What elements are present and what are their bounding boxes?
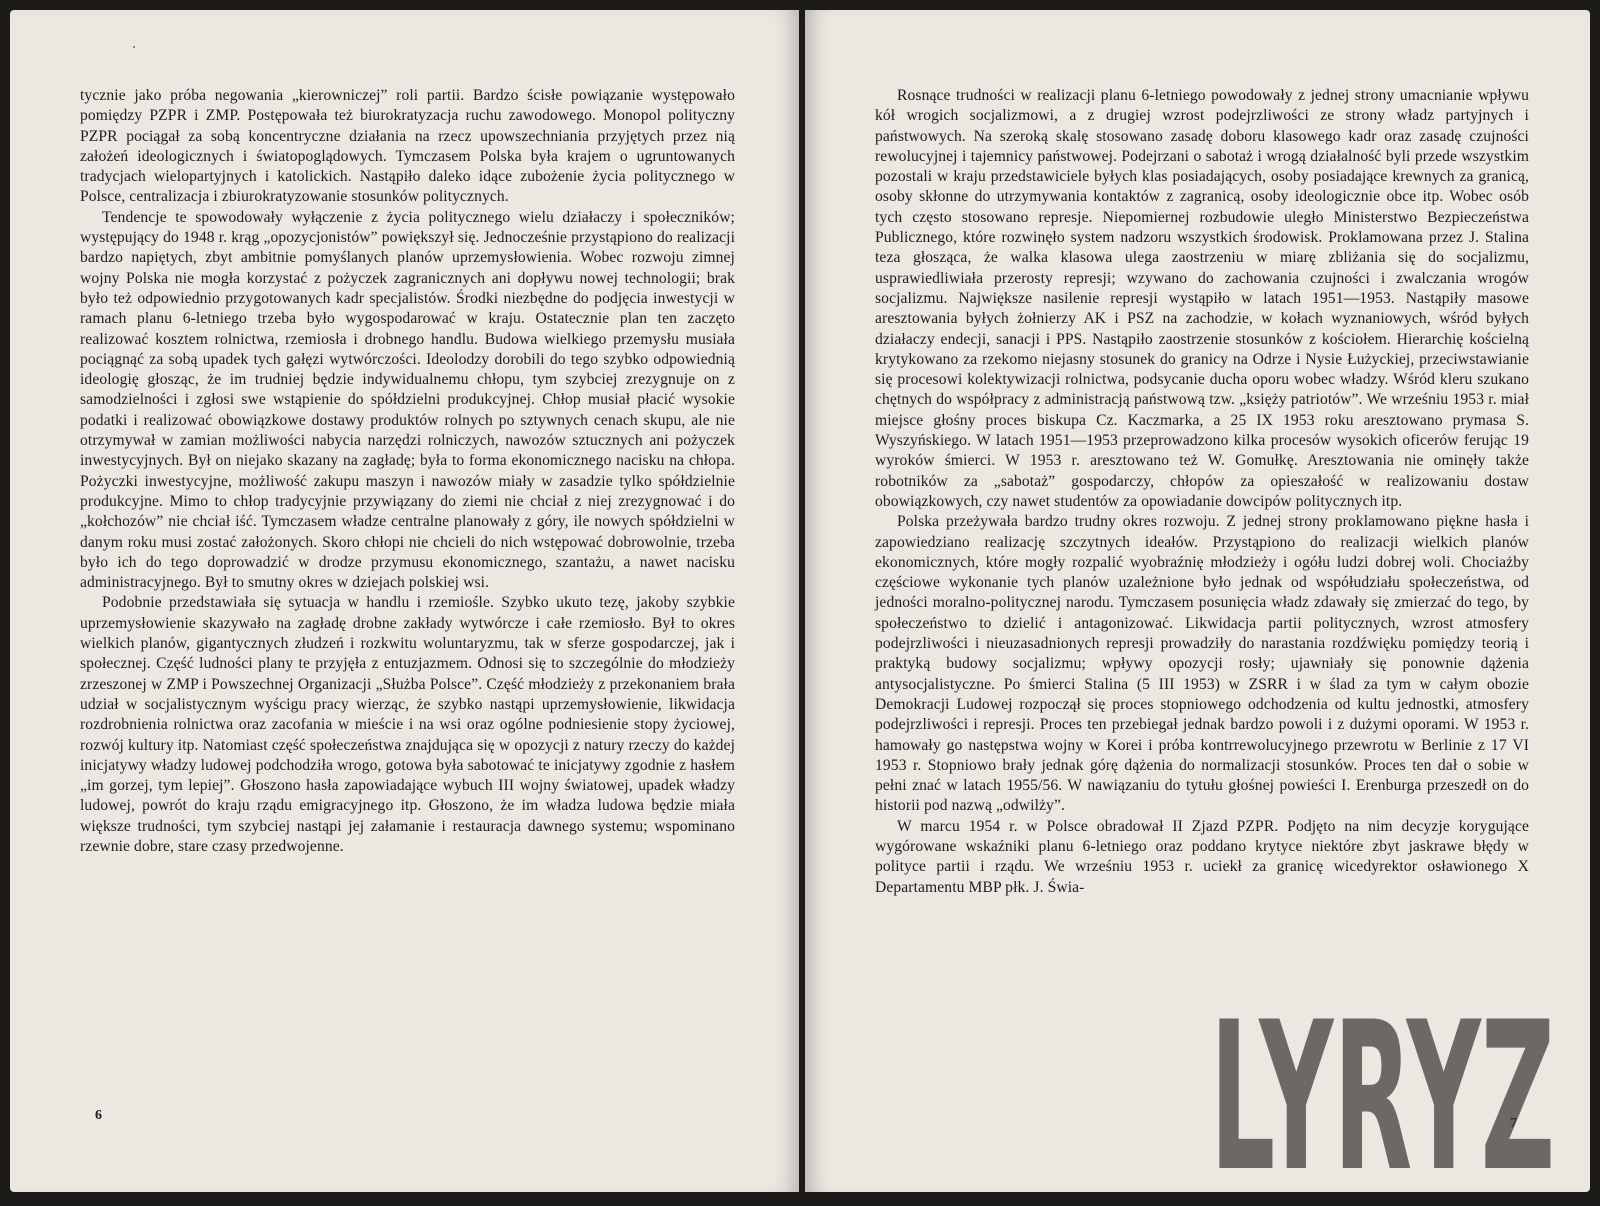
right-paragraph-1: Rosnące trudności w realizacji planu 6-letniego powodowały z jednej strony umacnianie wpływu kół wrogich socjalizmowi, a z drugiej wzrost podejrzliwości ze strony władz partyjnych i państwowych. Na szeroką skalę stosowano zasadę doboru klasowego kadr oraz zasadę czujności rewolucyjnej i tajemnicy państwowej. Podejrzani o sabotaż i wrogą działalność byli przede wszystkim pozostali w kraju przedstawiciele byłych klas posiadających, osoby posiadające krewnych za granicą, osoby skłonne do utrzymywania kontaktów z zagranicą, osoby ideologicznie obce itp. Wobec osób tych często stosowano represje. Niepomiernej rozbudowie uległo Ministerstwo Bezpieczeństwa Publicznego, które rozwinęło system nadzoru wszystkich środowisk. Proklamowana przez J. Stalina teza głosząca, że walka klasowa ulega zaostrzeniu w miarę zbliżania się do socjalizmu, usprawiedliwiała przerosty represji; wzywano do zachowania czujności i zwalczania wrogów socjalizmu. Największe nasilenie represji wystąpiło w latach 1951—1953. Nastąpiły masowe aresztowania byłych żołnierzy AK i PSZ na zachodzie, w kołach wyznaniowych, wśród byłych działaczy endecji, sanacji i PPS. Nastąpiło zaostrzenie stosunków z kościołem. Hierarchię kościelną krytykowano za rzekomo niejasny stosunek do granicy na Odrze i Nysie Łużyckiej, przeciwstawianie się procesowi kolektywizacji rolnictwa, podsycanie ducha oporu wobec władzy. Wśród kleru szukano chętnych do współpracy z administracją państwową tzw. „księży patriotów”. We wrześniu 1953 r. miał miejsce głośny proces biskupa Cz. Kaczmarka, a 25 IX 1953 roku aresztowano prymasa S. Wyszyńskiego. W latach 1951—1953 przeprowadzono kilka procesów wysokich oficerów ferując 19 wyroków śmierci. W 1953 r. aresztowano też W. Gomułkę. Aresztowania nie ominęły także robotników za „sabotaż” gospodarczy, chłopów za opieszałość w realizowaniu dostaw obowiązkowych, czy nawet studentów za opowiadanie dowcipów politycznych itp.	[875, 87, 1529, 510]
right-page	[805, 10, 1590, 1192]
left-page	[10, 10, 799, 1192]
paper-speck	[133, 46, 135, 48]
right-paragraph-2: Polska przeżywała bardzo trudny okres rozwoju. Z jednej strony proklamowano piękne hasła i zapowiedziano realizację szczytnych ideałów. Przystąpiono do realizacji wielkich planów ekonomicznych, które mogły rozpalić wyobraźnię młodzieży i ogółu ludzi dobrej woli. Chociażby częściowe wykonanie tych planów uzależnione było jednak od współudziału społeczeństwa, od jedności moralno-politycznej narodu. Tymczasem posunięcia władz zdawały się zmierzać do tego, by społeczeństwo to dzielić i antagonizować. Likwidacja partii politycznych, wzrost atmosfery podejrzliwości i nieuzasadnionych represji prowadziły do narastania rozdźwięku pomiędzy teorią i praktyką budowy socjalizmu; wpływy opozycji rosły; ujawniały się ponownie dążenia antysocjalistyczne. Po śmierci Stalina (5 III 1953) w ZSRR i w ślad za tym w całym obozie Demokracji Ludowej rozpoczął się proces stopniowego odchodzenia od kultu jednostki, atmosfery podejrzliwości i represji. Proces ten przebiegał jednak bardzo powoli i z dużymi oporami. W 1953 r. hamowały go następstwa wojny w Korei i próba kontrrewolucyjnego przewrotu w Berlinie z 17 VI 1953 r. Stopniowo brały jednak górę dążenia do normalizacji stosunków. Proces ten dał o sobie w pełni znać w latach 1955/56. W nawiązaniu do tytułu głośnej powieści I. Erenburga przeszedł on do historii pod nazwą „odwilży”.	[875, 513, 1529, 815]
right-paragraph-3: W marcu 1954 r. w Polsce obradował II Zjazd PZPR. Podjęto na nim decyzje korygujące wygórowane wskaźniki planu 6-letniego oraz poddano krytyce niektóre zbyt jaskrawe błędy w polityce partii i rządu. We wrześniu 1953 r. uciekł za granicę wicedyrektor osławionego X Departamentu MBP płk. J. Świa-	[875, 817, 1529, 896]
watermark-text: LYRYZ	[1210, 990, 1555, 1180]
left-page-text	[80, 86, 735, 857]
left-page-number: 6	[95, 1108, 102, 1123]
left-paragraph-2: Tendencje te spowodowały wyłączenie z życia politycznego wielu działaczy i społeczników; występujący do 1948 r. krąg „opozycjonistów” powiększył się. Jednocześnie przystąpiono do realizacji bardzo napiętych, zbyt ambitnie pomyślanych planów uprzemysłowienia. Wobec rozwoju zimnej wojny Polska nie mogła korzystać z pożyczek zagranicznych ani dopływu nowej technologii; brak było też odpowiednio przygotowanych kadr specjalistów. Środki niezbędne do podjęcia inwestycji w ramach planu 6-letniego trzeba było wygospodarować w kraju. Ostatecznie plan ten zaczęto realizować kosztem rolnictwa, rzemiosła i drobnego handlu. Budowa wielkiego przemysłu musiała pociągnąć za sobą upadek tych gałęzi wytwórczości. Ideolodzy dorobili do tego szybko odpowiednią ideologię głosząc, że im trudniej będzie indywidualnemu chłopu, tym szybciej zrezygnuje on z samodzielności i zgłosi swe wstąpienie do spółdzielni produkcyjnej. Chłop musiał płacić wysokie podatki i realizować obowiązkowe dostawy produktów rolnych po sztywnych cenach skupu, ale nie otrzymywał w zamian możliwości nabycia narzędzi rolniczych, nawozów sztucznych ani pożyczek inwestycyjnych. Był on niejako skazany na zagładę; była to forma ekonomicznego nacisku na chłopa. Pożyczki inwestycyjne, możliwość zakupu maszyn i nawozów miały w zasadzie tylko spółdzielnie produkcyjne. Mimo to chłop tradycyjnie przywiązany do ziemi nie chciał z niej zrezygnować i do „kołchozów” nie chciał iść. Tymczasem władze centralne planowały z góry, ile nowych spółdzielni w danym roku musi zostać założonych. Skoro chłopi nie chcieli do nich wstępować dobrowolnie, trzeba było ich do tego doprowadzić w drodze przymusu ekonomicznego, szantażu, a nawet nacisku administracyjnego. Był to smutny okres w dziejach polskiej wsi.	[80, 208, 735, 592]
left-paragraph-3: Podobnie przedstawiała się sytuacja w handlu i rzemiośle. Szybko ukuto tezę, jakoby szybkie uprzemysłowienie skazywało na zagładę drobne zakłady wytwórcze i całe rzemiosło. Był to okres wielkich planów, gigantycznych złudzeń i rozkwitu woluntaryzmu, tak w sferze gospodarczej, jak i społecznej. Część ludności plany te przyjęła z entuzjazmem. Odnosi się to szczególnie do młodzieży zrzeszonej w ZMP i Powszechnej Organizacji „Służba Polsce”. Część młodzieży z przekonaniem brała udział w socjalistycznym wyścigu pracy wierząc, że szybko nastąpi uprzemysłowienie, likwidacja rozdrobnienia rolnictwa oraz zacofania w mieście i na wsi oraz ogólne podniesienie stopy życiowej, rozwój kultury itp. Natomiast część społeczeństwa znajdująca się w opozycji z natury rzeczy do każdej inicjatywy władzy ludowej podchodziła wrogo, gotowa była sabotować te inicjatywy zgodnie z hasłem „im gorzej, tym lepiej”. Głoszono hasła zapowiadające wybuch III wojny światowej, upadek władzy ludowej, powrót do kraju rządu emigracyjnego itp. Głoszono, że im władza ludowa będzie miała większe trudności, tym szybciej nastąpi jej załamanie i restauracja dawnego systemu; wspominano rzewnie dobre, stare czasy przedwojenne.	[80, 594, 735, 855]
right-page-number: 7	[1510, 1116, 1517, 1131]
left-paragraph-1: tycznie jako próba negowania „kierowniczej” roli partii. Bardzo ścisłe powiązanie występowało pomiędzy PZPR i ZMP. Postępowała też biurokratyzacja ruchu zawodowego. Monopol polityczny PZPR pociągał za sobą koncentryczne działania na rzecz upowszechniania przyjętych przez nią założeń ideologicznych i światopoglądowych. Tymczasem Polska była krajem o ugruntowanych tradycjach wielopartyjnych i katolickich. Nastąpiło daleko idące zubożenie życia politycznego w Polsce, centralizacja i zbiurokratyzowanie stosunków politycznych.	[80, 87, 735, 206]
right-page-text	[875, 86, 1529, 898]
